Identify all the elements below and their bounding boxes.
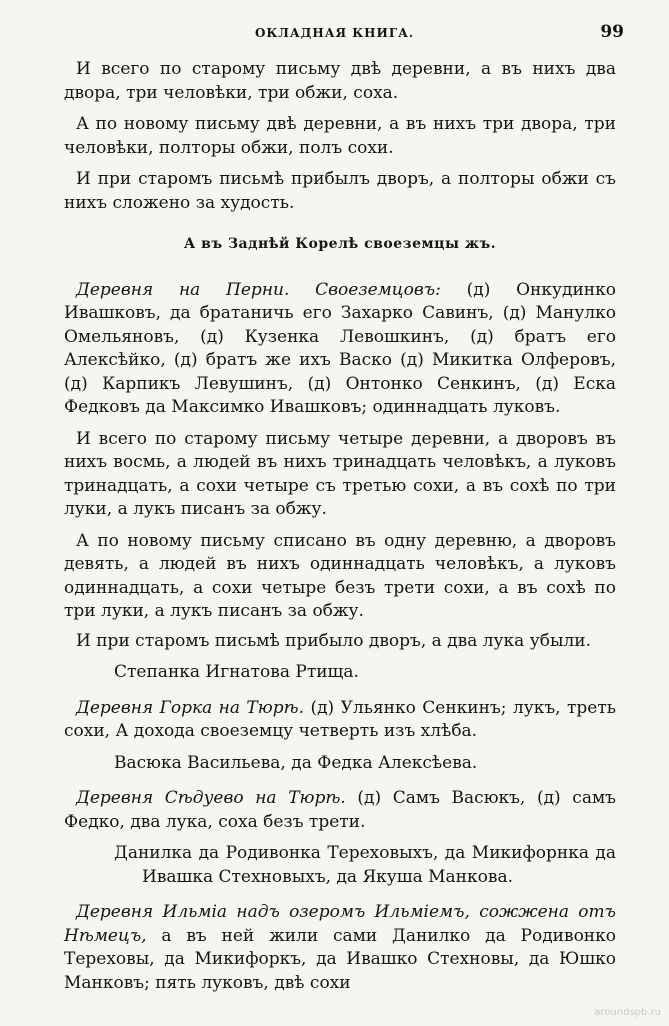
paragraph-text: (д) Ульянко Сенкинъ; лукъ, треть сохи, А дохода своеземцу четверть изъ хлѣба. [64, 697, 617, 741]
paragraph [64, 901, 616, 995]
village-name: Деревня Горка на Тюрѣ. [76, 697, 305, 718]
paragraph: И всего по старому письму четыре деревни, а дворовъ въ нихъ восмь, а людей въ нихъ тринадцать человѣкъ, а луковъ тринадцать, а сохи четыре съ третью сохи, а въ сохѣ по три луки, а лукъ писанъ за обжу. [64, 428, 616, 519]
paragraph: И при старомъ письмѣ прибыло дворъ, а два лука убыли. [76, 630, 592, 651]
paragraph [64, 697, 616, 744]
owner-name-line: Данилка да Родивонка Тереховыхъ, да Микифорнка да Ивашка Стехновыхъ, да Якуша Манкова. [114, 843, 616, 887]
paragraph-text: (д) Самъ Васюкъ, (д) самъ Федко, два лука, соха безъ трети. [64, 788, 616, 832]
owner-name-line: Степанка Игнатова Ртища. [114, 662, 359, 682]
paragraph: А по новому письму списано въ одну деревню, а дворовъ девять, а людей въ нихъ одиннадцать человѣкъ, а луковъ одиннадцать, а сохи четыре безъ трети сохи, а въ сохѣ по три луки, а лукъ писанъ за обжу. [64, 530, 616, 621]
watermark: aroundspb.ru [594, 1007, 661, 1018]
section-heading: А въ Заднѣй Корелѣ своеземцы жъ. [183, 236, 497, 252]
village-name: Деревня Сѣдуево на Тюрѣ. [76, 788, 346, 808]
paragraph [64, 279, 616, 420]
paragraph [64, 787, 616, 834]
running-header [0, 22, 669, 44]
owner-name-line: Васюка Васильева, да Федка Алексѣева. [114, 752, 478, 773]
page-number: 99 [600, 22, 624, 42]
paragraph: А по новому письму двѣ деревни, а въ нихъ три двора, три человѣки, полторы обжи, полъ сохи. [64, 114, 616, 158]
village-name: Деревня Ильмiа надъ озеромъ Ильмiемъ, сожжена отъ Нѣмецъ, [64, 902, 616, 946]
village-name: Деревня на Перни. Своеземцовъ: [76, 279, 441, 300]
paragraph-text: (д) Онкудинко Ивашковъ, да братаничь его Захарко Савинъ, (д) Манулко Омельяновъ, (д) Кузенка Левошкинъ, (д) братъ его Алексѣйко, (д) братъ же ихъ Васко (д) Микитка Олферовъ, (д) Карпикъ Левушинъ, (д) Онтонко Сенкинъ, (д) Еска Федковъ да Максимко Ивашковъ; одиннадцать луковъ. [64, 279, 616, 417]
paragraph-text: а въ ней жили сами Данилко да Родивонко Тереховы, да Микифоркъ, да Ивашко Стехновы, да Юшко Манковъ; пять луковъ, двѣ сохи [64, 925, 616, 993]
paragraph: И при старомъ письмѣ прибылъ дворъ, а полторы обжи съ нихъ сложено за худость. [64, 169, 616, 213]
running-title: ОКЛАДНАЯ КНИГА. [254, 26, 415, 40]
paragraph: И всего по старому письму двѣ деревни, а въ нихъ два двора, три человѣки, три обжи, соха. [64, 59, 616, 103]
text-body [64, 58, 616, 1003]
